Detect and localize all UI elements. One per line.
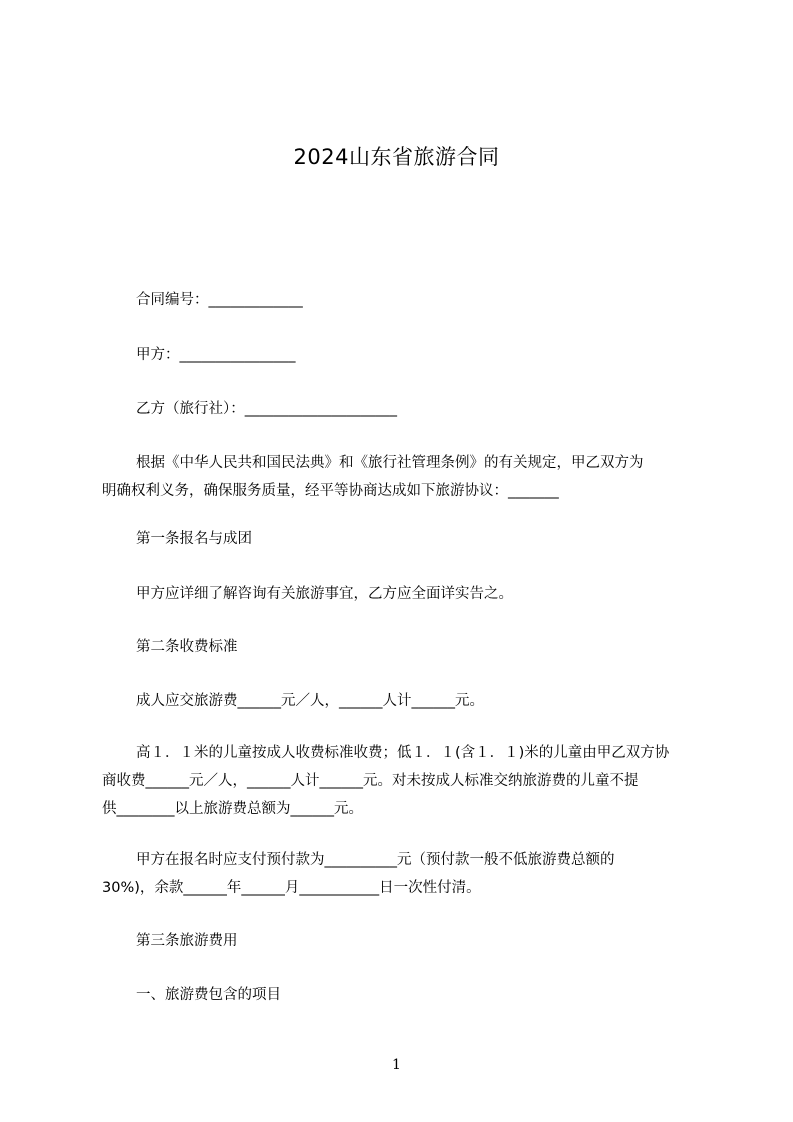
party-b-line: 乙方（旅行社）：_____________________ bbox=[136, 401, 397, 417]
preamble-line-1: 根据《中华人民共和国民法典》和《旅行社管理条例》的有关规定，甲乙双方为 bbox=[136, 455, 644, 471]
article-1-heading: 第一条报名与成团 bbox=[136, 531, 252, 547]
article-2-prepay-paragraph bbox=[102, 846, 702, 902]
preamble-line-2: 明确权利义务，确保服务质量，经平等协商达成如下旅游协议：_______ bbox=[102, 483, 559, 499]
article-2-adult-fee: 成人应交旅游费______元／人，______人计______元。 bbox=[136, 693, 484, 709]
contract-number-line: 合同编号：_____________ bbox=[136, 292, 303, 308]
article-3-item-1: 一、旅游费包含的项目 bbox=[136, 987, 281, 1003]
child-fee-line-3: 供________以上旅游费总额为______元。 bbox=[102, 801, 363, 817]
prepay-line-1: 甲方在报名时应支付预付款为__________元（预付款一般不低旅游费总额的 bbox=[136, 852, 615, 868]
article-1-text: 甲方应详细了解咨询有关旅游事宜，乙方应全面详实告之。 bbox=[136, 586, 513, 602]
article-2-child-paragraph bbox=[102, 739, 702, 823]
article-2-heading: 第二条收费标准 bbox=[136, 639, 238, 655]
document-title: 2024山东省旅游合同 bbox=[293, 145, 500, 169]
preamble-paragraph bbox=[102, 449, 702, 505]
child-fee-line-2: 商收费______元／人，______人计______元。对未按成人标准交纳旅游费的儿童不提 bbox=[102, 773, 639, 789]
article-3-heading: 第三条旅游费用 bbox=[136, 933, 238, 949]
page-number: 1 bbox=[392, 1057, 401, 1073]
prepay-line-2: 30%)，余款______年______月___________日一次性付清。 bbox=[102, 880, 481, 896]
child-fee-line-1: 高１．１米的儿童按成人收费标准收费；低１．１(含１．１)米的儿童由甲乙双方协 bbox=[136, 745, 670, 761]
party-a-line: 甲方：________________ bbox=[136, 347, 296, 363]
